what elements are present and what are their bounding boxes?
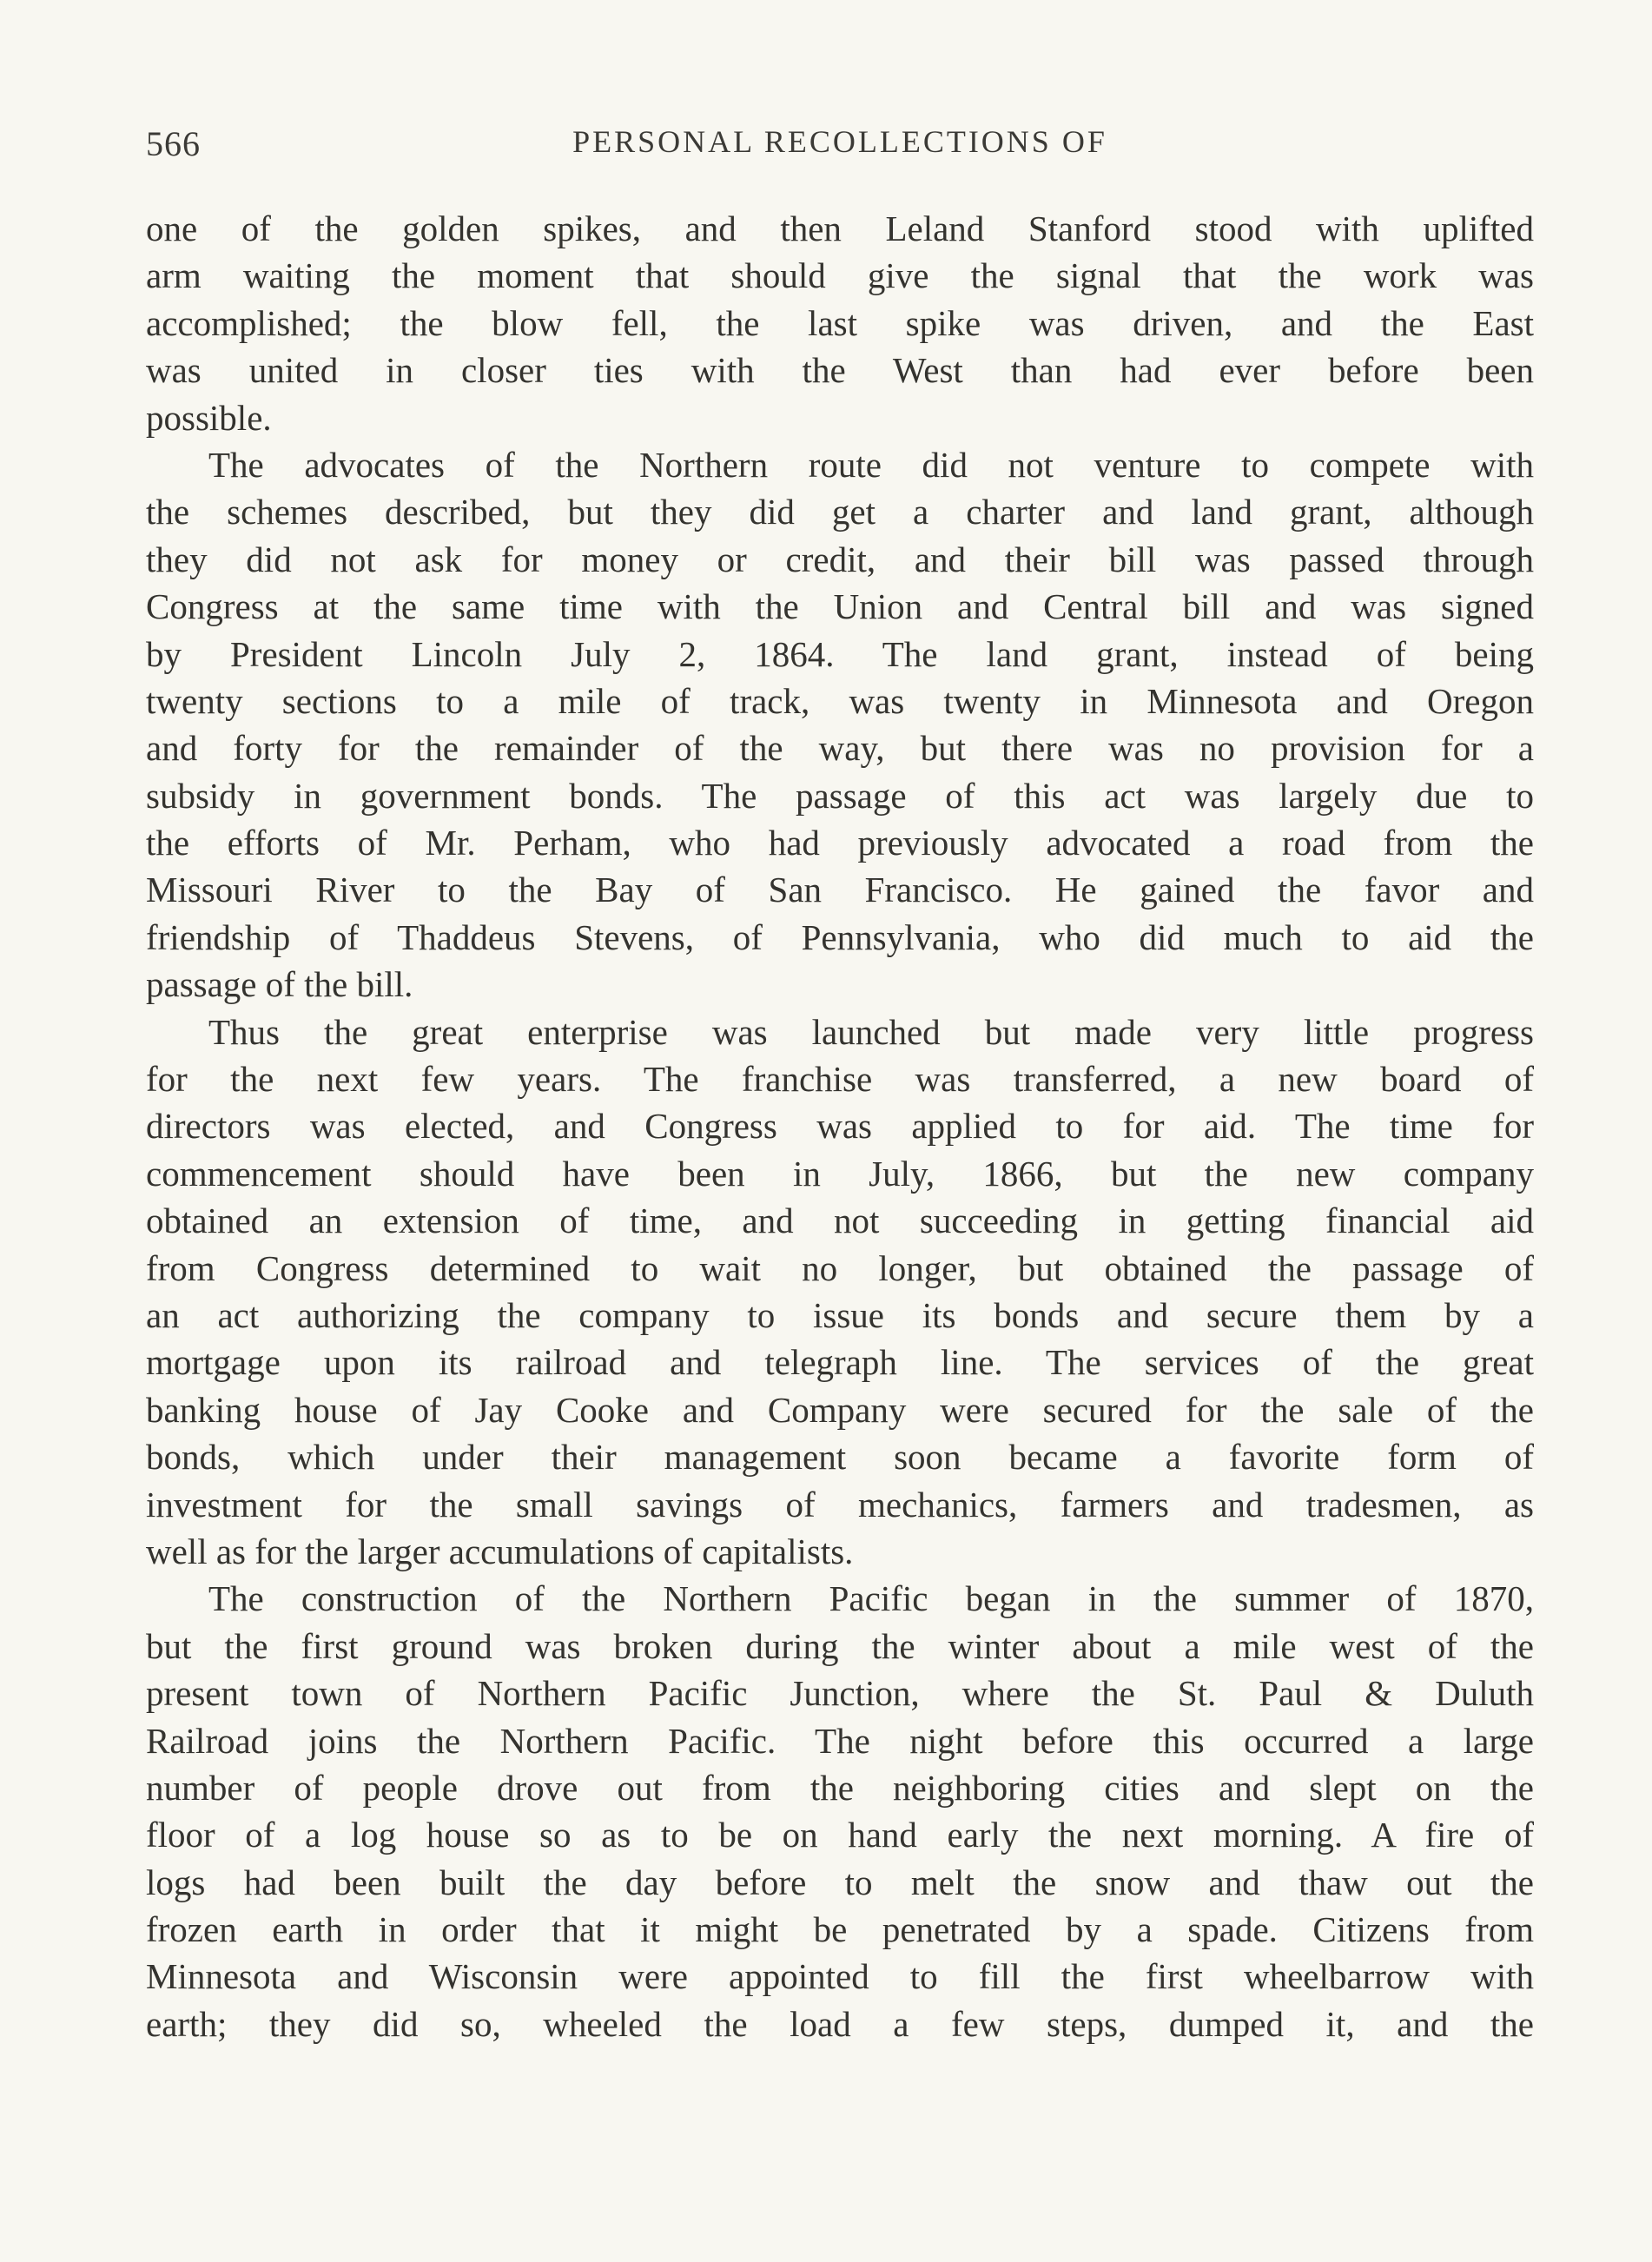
text-line: Minnesota and Wisconsin were appointed to fill the first wheelbarrow with bbox=[146, 1956, 1534, 1997]
text-line: earth; they did so, wheeled the load a few steps, dumped it, and the bbox=[146, 2003, 1534, 2044]
text-line: Railroad joins the Northern Pacific. The night before this occurred a large bbox=[146, 1720, 1534, 1761]
text-line: passage of the bill. bbox=[146, 964, 413, 1005]
text-line: bonds, which under their management soon became a favorite form of bbox=[146, 1437, 1534, 1478]
text-line: logs had been built the day before to melt the snow and thaw out the bbox=[146, 1862, 1534, 1902]
text-line: present town of Northern Pacific Junction, where the St. Paul & Duluth bbox=[146, 1673, 1534, 1714]
text-line: subsidy in government bonds. The passage of this act was largely due to bbox=[146, 775, 1534, 816]
paragraph bbox=[146, 205, 1534, 441]
text-line: Missouri River to the Bay of San Francisco. He gained the favor and bbox=[146, 870, 1534, 910]
page-header bbox=[146, 123, 1534, 175]
body-text bbox=[146, 205, 1534, 2047]
paragraph bbox=[146, 441, 1534, 1009]
running-head: PERSONAL RECOLLECTIONS OF bbox=[572, 124, 1107, 159]
text-line: an act authorizing the company to issue its bonds and secure them by a bbox=[146, 1294, 1534, 1335]
text-line: The advocates of the Northern route did not venture to compete with bbox=[208, 444, 1534, 485]
text-line: directors was elected, and Congress was applied to for aid. The time for bbox=[146, 1106, 1534, 1147]
text-line: accomplished; the blow fell, the last spike was driven, and the East bbox=[146, 302, 1534, 343]
text-line: commencement should have been in July, 1866, but the new company bbox=[146, 1153, 1534, 1194]
text-line: they did not ask for money or credit, and their bill was passed through bbox=[146, 539, 1534, 579]
text-line: the schemes described, but they did get a charter and land grant, although bbox=[146, 492, 1534, 532]
text-line: the efforts of Mr. Perham, who had previously advocated a road from the bbox=[146, 823, 1534, 863]
text-line: number of people drove out from the neighboring cities and slept on the bbox=[146, 1767, 1534, 1808]
paragraph bbox=[146, 1009, 1534, 1576]
text-line: by President Lincoln July 2, 1864. The land grant, instead of being bbox=[146, 633, 1534, 674]
text-line: for the next few years. The franchise was transferred, a new board of bbox=[146, 1059, 1534, 1100]
paragraph bbox=[146, 1575, 1534, 2047]
text-line: The construction of the Northern Pacific began in the summer of 1870, bbox=[208, 1578, 1534, 1619]
text-line: mortgage upon its railroad and telegraph line. The services of the great bbox=[146, 1342, 1534, 1383]
text-line: one of the golden spikes, and then Leland Stanford stood with uplifted bbox=[146, 208, 1534, 248]
text-line: twenty sections to a mile of track, was twenty in Minnesota and Oregon bbox=[146, 680, 1534, 721]
text-line: was united in closer ties with the West than had ever before been bbox=[146, 350, 1534, 391]
text-line: Congress at the same time with the Union and Central bill and was signed bbox=[146, 586, 1534, 627]
text-line: frozen earth in order that it might be penetrated by a spade. Citizens from bbox=[146, 1909, 1534, 1950]
text-line: possible. bbox=[146, 397, 272, 438]
text-line: investment for the small savings of mechanics, farmers and tradesmen, as bbox=[146, 1484, 1534, 1525]
text-line: well as for the larger accumulations of capitalists. bbox=[146, 1531, 854, 1571]
text-line: but the first ground was broken during the winter about a mile west of the bbox=[146, 1625, 1534, 1666]
text-line: Thus the great enterprise was launched but made very little progress bbox=[208, 1011, 1534, 1052]
text-line: floor of a log house so as to be on hand early the next morning. A fire of bbox=[146, 1815, 1534, 1855]
text-line: and forty for the remainder of the way, but there was no provision for a bbox=[146, 728, 1534, 769]
page-number: 566 bbox=[146, 124, 201, 163]
text-line: friendship of Thaddeus Stevens, of Pennsylvania, who did much to aid the bbox=[146, 916, 1534, 957]
text-line: banking house of Jay Cooke and Company were secured for the sale of the bbox=[146, 1389, 1534, 1430]
text-line: obtained an extension of time, and not succeeding in getting financial aid bbox=[146, 1200, 1534, 1241]
text-line: from Congress determined to wait no longer, but obtained the passage of bbox=[146, 1247, 1534, 1288]
text-line: arm waiting the moment that should give the signal that the work was bbox=[146, 255, 1534, 296]
